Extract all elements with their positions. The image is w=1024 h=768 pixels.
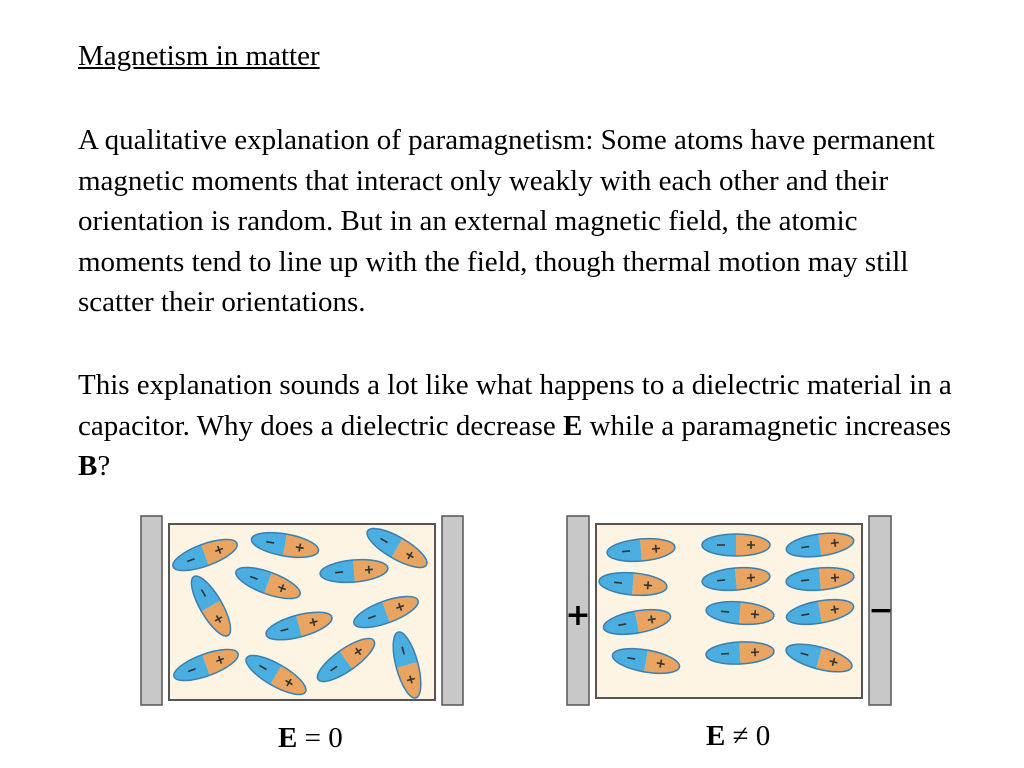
minus-plate-label: − — [868, 593, 894, 628]
caption-e-symbol: E — [278, 722, 298, 754]
caption-e-symbol: E — [706, 720, 726, 752]
dipole-minus-sign — [801, 547, 809, 548]
para2-text-1: This explanation sounds a lot like what happens to a dielectric material in a capacitor. Why does a dielectric decrease — [78, 369, 952, 442]
dipole-minus-sign — [717, 580, 725, 581]
para2-text-2: while a paramagnetic increases — [582, 409, 952, 442]
dipole-minus-sign — [614, 582, 622, 583]
dipole — [702, 534, 770, 556]
para2-text-3: ? — [97, 450, 111, 482]
dipole-minus-sign — [801, 580, 809, 581]
paragraph-paramagnetism: A qualitative explanation of paramagnetism: Some atoms have permanent magnetic moments that interact only weakly with each other and their orientation is random. But in an external magnetic field, the atomic moments tend to line up with the field, though thermal motion may still scatter their orientations. — [78, 124, 935, 318]
b-field-symbol: B — [78, 450, 98, 482]
capacitor-left — [141, 516, 463, 705]
left-plate-1 — [141, 516, 162, 705]
caption-e-zero-rest: = 0 — [297, 722, 343, 754]
caption-e-nonzero — [706, 718, 770, 754]
plus-plate-label: + — [565, 598, 591, 633]
dipole-minus-sign — [335, 572, 343, 573]
caption-e-nonzero-rest: ≠ 0 — [725, 720, 771, 752]
slide-title: Magnetism in matter — [78, 40, 320, 72]
e-field-symbol: E — [562, 409, 583, 442]
capacitor-right — [565, 516, 893, 705]
dipole-minus-sign — [721, 611, 729, 612]
dipole-minus-sign — [622, 551, 630, 552]
caption-e-zero — [278, 720, 343, 756]
left-plate-2 — [442, 516, 463, 705]
